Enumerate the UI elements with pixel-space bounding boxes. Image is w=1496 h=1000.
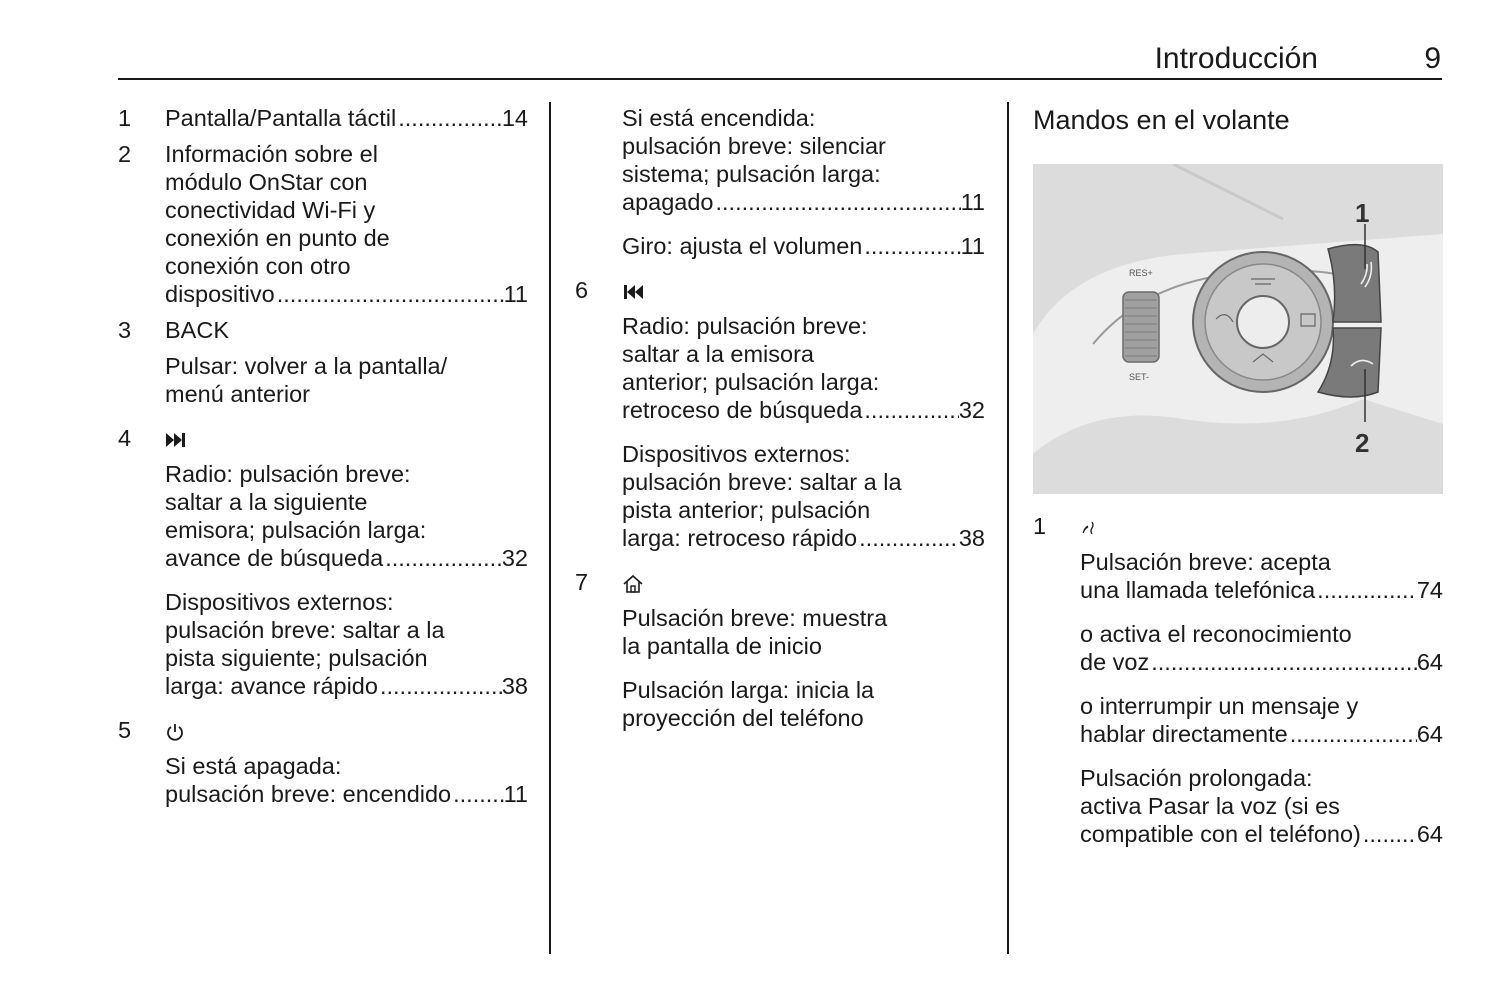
- desc-line: saltar a la siguiente: [165, 489, 368, 515]
- page-ref: 64: [1416, 821, 1443, 847]
- page-ref: 74: [1416, 577, 1443, 603]
- desc-line: Pulsación prolongada:: [1080, 765, 1313, 791]
- page-ref: 32: [958, 397, 985, 423]
- desc-line: Dispositivos externos:: [165, 589, 394, 615]
- item-3-description: [118, 352, 528, 408]
- item-text: conectividad Wi-Fi y: [165, 197, 376, 223]
- column-1: [118, 104, 528, 824]
- desc-line: Pulsación breve: muestra: [622, 605, 888, 631]
- page-number: 9: [1424, 42, 1441, 75]
- desc-line: Giro: ajusta el volumen: [622, 233, 863, 259]
- voice-recognition: [1033, 620, 1443, 676]
- desc-line: o interrumpir un mensaje y: [1080, 693, 1359, 719]
- desc-line: pulsación breve: saltar a la: [165, 617, 445, 643]
- desc-line: pulsación breve: saltar a la: [622, 469, 902, 495]
- home-icon: [622, 574, 644, 594]
- item-5-on: [575, 104, 985, 216]
- desc-line: pista anterior; pulsación: [622, 497, 871, 523]
- page-ref: 11: [503, 781, 528, 807]
- page-ref: 38: [958, 525, 985, 551]
- page-ref: 64: [1416, 721, 1443, 747]
- desc-line: Pulsación breve: acepta: [1080, 549, 1331, 575]
- desc-line: emisora; pulsación larga:: [165, 517, 427, 543]
- desc-line: o activa el reconocimiento: [1080, 621, 1352, 647]
- item-number: 7: [575, 569, 589, 595]
- column-divider-1: [549, 102, 551, 954]
- desc-line: Radio: pulsación breve:: [165, 461, 411, 487]
- item-number: 6: [575, 277, 589, 303]
- item-5-off: [118, 752, 528, 808]
- desc-line: proyección del teléfono: [622, 705, 864, 731]
- desc-line: de voz: [1080, 649, 1150, 675]
- item-4-radio: [118, 460, 528, 572]
- desc-line: menú anterior: [165, 381, 310, 407]
- desc-line: sistema; pulsación larga:: [622, 161, 881, 187]
- item-text: conexión en punto de: [165, 225, 390, 251]
- desc-line: avance de búsqueda: [165, 545, 384, 571]
- column-3: [1033, 104, 1443, 864]
- item-4-external: [118, 588, 528, 700]
- list-item-4: [118, 424, 528, 452]
- desc-line: activa Pasar la voz (si es: [1080, 793, 1340, 819]
- desc-line: larga: retroceso rápido: [622, 525, 858, 551]
- item-number: 1: [118, 105, 132, 131]
- desc-line: anterior; pulsación larga:: [622, 369, 880, 395]
- page-ref: 11: [503, 281, 528, 307]
- item-text: dispositivo: [165, 281, 275, 307]
- item-7-short: [575, 604, 985, 660]
- desc-line: la pantalla de inicio: [622, 633, 822, 659]
- item-text: módulo OnStar con: [165, 169, 368, 195]
- res-label: RES+: [1129, 268, 1153, 278]
- item-6-external: [575, 440, 985, 552]
- header-rule: [118, 78, 1442, 80]
- desc-line: saltar a la emisora: [622, 341, 814, 367]
- item-5-rotate: [575, 232, 985, 260]
- list-item-2: [118, 140, 528, 308]
- skip-forward-icon: [165, 431, 187, 449]
- item-text: Pantalla/Pantalla táctil: [165, 105, 397, 131]
- column-divider-2: [1007, 102, 1009, 954]
- skip-back-icon: [622, 283, 644, 301]
- power-icon: [165, 722, 185, 742]
- desc-line: Radio: pulsación breve:: [622, 313, 868, 339]
- desc-line: Pulsación larga: inicia la: [622, 677, 875, 703]
- item-number: 4: [118, 425, 132, 451]
- desc-line: pulsación breve: silenciar: [622, 133, 886, 159]
- page-ref: 38: [501, 673, 528, 699]
- desc-line: apagado: [622, 189, 714, 215]
- steering-wheel-controls-figure: [1033, 164, 1443, 494]
- set-label: SET-: [1129, 372, 1150, 382]
- desc-line: retroceso de búsqueda: [622, 397, 863, 423]
- item-7-long: [575, 676, 985, 732]
- page-ref: 14: [501, 105, 528, 131]
- list-item-1: [118, 104, 528, 132]
- desc-line: Si está apagada:: [165, 753, 342, 779]
- voice-long-press: [1033, 764, 1443, 848]
- desc-line: compatible con el teléfono): [1080, 821, 1361, 847]
- page-ref: 11: [960, 189, 985, 215]
- item-number: 5: [118, 717, 132, 743]
- desc-line: Si está encendida:: [622, 105, 816, 131]
- desc-line: una llamada telefónica: [1080, 577, 1316, 603]
- page-ref: 11: [960, 233, 985, 259]
- desc-line: hablar directamente: [1080, 721, 1288, 747]
- list-item-1: [1033, 512, 1443, 540]
- desc-line: larga: avance rápido: [165, 673, 378, 699]
- column-2: [575, 104, 985, 748]
- page-ref: 64: [1416, 649, 1443, 675]
- list-item-6: [575, 276, 985, 304]
- voice-icon: [1080, 519, 1098, 537]
- page-ref: 32: [501, 545, 528, 571]
- item-text: Información sobre el: [165, 141, 378, 167]
- list-item-5: [118, 716, 528, 744]
- callout-1: 1: [1355, 198, 1370, 228]
- item-number: 1: [1033, 513, 1047, 539]
- desc-line: Dispositivos externos:: [622, 441, 851, 467]
- section-heading: Mandos en el volante: [1033, 105, 1290, 135]
- item-label: BACK: [165, 317, 229, 343]
- page-header-title: Introducción: [1154, 42, 1318, 75]
- desc-line: Pulsar: volver a la pantalla/: [165, 353, 448, 379]
- item-6-radio: [575, 312, 985, 424]
- list-item-3: [118, 316, 528, 344]
- voice-short-press: [1033, 548, 1443, 604]
- callout-2: 2: [1355, 428, 1370, 458]
- item-number: 2: [118, 141, 132, 167]
- list-item-7: [575, 568, 985, 596]
- item-number: 3: [118, 317, 132, 343]
- voice-interrupt: [1033, 692, 1443, 748]
- desc-line: pulsación breve: encendido: [165, 781, 452, 807]
- desc-line: pista siguiente; pulsación: [165, 645, 428, 671]
- item-text: conexión con otro: [165, 253, 351, 279]
